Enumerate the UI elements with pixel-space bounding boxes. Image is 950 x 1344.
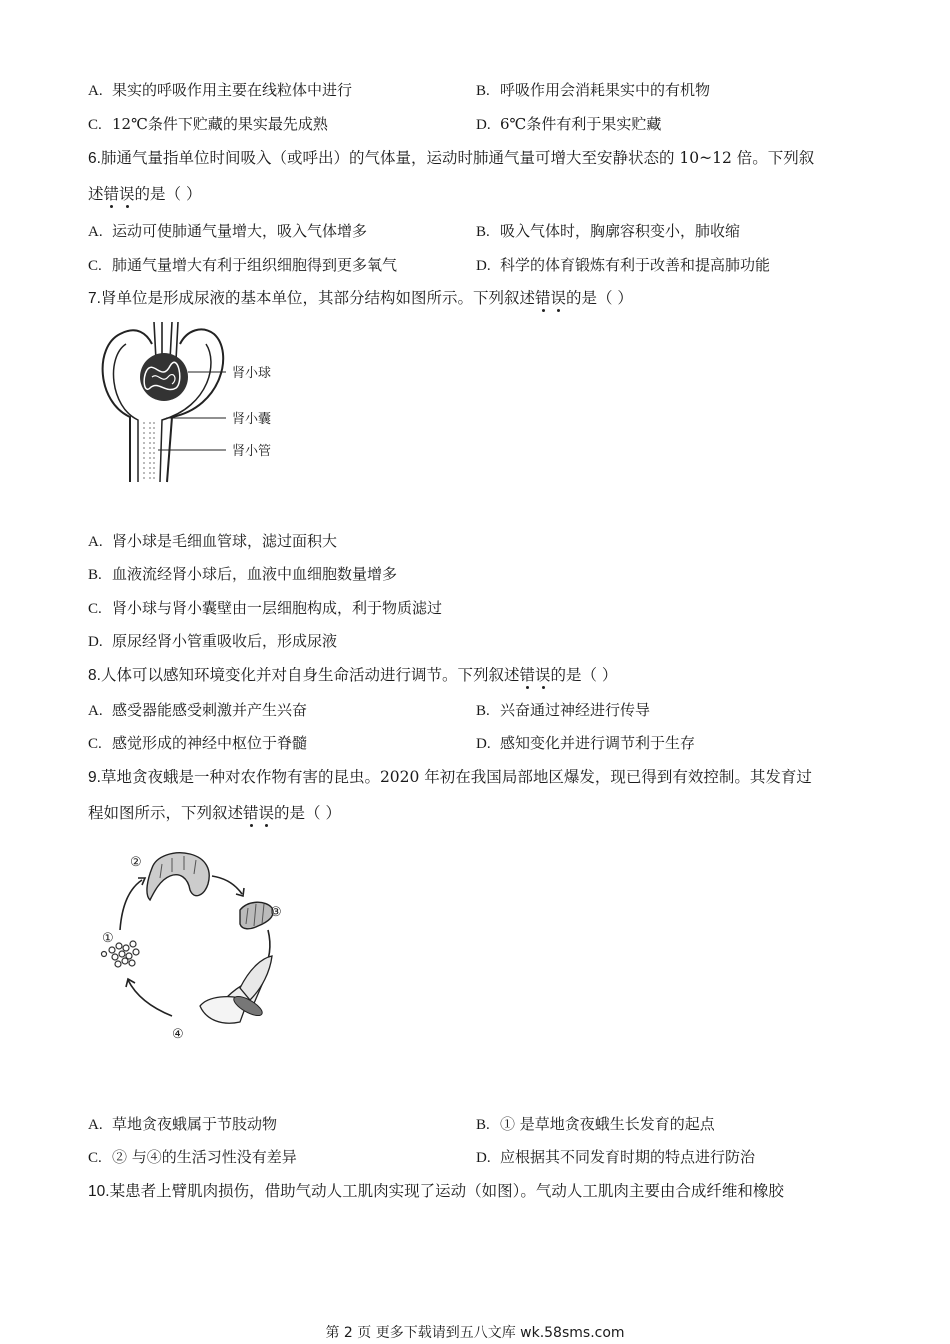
q9-stem-line1: 9.草地贪夜蛾是一种对农作物有害的昆虫。2020 年初在我国局部地区爆发，现已得到有效控制。其发育过 [88,768,812,786]
q6-option-a: A. 运动可使肺通气量增大，吸入气体增多 [88,222,368,240]
label-stage-1: ① [102,931,114,946]
label-tubule: 肾小管 [232,444,272,459]
q7-option-d: D. 原尿经肾小管重吸收后，形成尿液 [88,632,338,650]
q8-stem: 8.人体可以感知环境变化并对自身生命活动进行调节。下列叙述错误的是（ ） [88,666,618,684]
q9-option-a: A. 草地贪夜蛾属于节肢动物 [88,1115,278,1133]
q9-stem-line2: 程如图所示，下列叙述错误的是（ ） [88,804,341,822]
q7-stem: 7.肾单位是形成尿液的基本单位，其部分结构如图所示。下列叙述错误的是（ ） [88,289,633,307]
q9-option-c: C. ② 与④的生活习性没有差异 [88,1148,297,1166]
q6-option-c: C. 肺通气量增大有利于组织细胞得到更多氧气 [88,256,398,274]
q7-option-b: B. 血液流经肾小球后，血液中血细胞数量增多 [88,565,398,583]
q6-option-d: D. 科学的体育锻炼有利于改善和提高肺功能 [476,256,771,274]
label-capsule: 肾小囊 [232,412,272,427]
q6-stem-line2: 述错误的是（ ） [88,185,202,203]
q6-option-b: B. 吸入气体时，胸廓容积变小，肺收缩 [476,222,741,240]
q5-option-d: D. 6℃条件有利于果实贮藏 [476,115,662,133]
q9-option-d: D. 应根据其不同发育时期的特点进行防治 [476,1148,756,1166]
label-stage-4: ④ [172,1027,184,1042]
q5-option-c: C. 12℃条件下贮藏的果实最先成熟 [88,115,328,133]
q8-option-b: B. 兴奋通过神经进行传导 [476,701,651,719]
q7-option-c: C. 肾小球与肾小囊壁由一层细胞构成，利于物质滤过 [88,599,443,617]
label-stage-2: ② [130,855,142,870]
q5-option-a: A. 果实的呼吸作用主要在线粒体中进行 [88,81,353,99]
label-stage-3: ③ [270,905,282,920]
q8-option-d: D. 感知变化并进行调节利于生存 [476,734,696,752]
q8-option-c: C. 感觉形成的神经中枢位于脊髓 [88,734,308,752]
label-glomerulus: 肾小球 [232,366,272,381]
nephron-figure [92,322,302,490]
q5-option-b: B. 呼吸作用会消耗果实中的有机物 [476,81,711,99]
q9-option-b: B. ① 是草地贪夜蛾生长发育的起点 [476,1115,715,1133]
q10-stem-line1: 10.某患者上臂肌肉损伤，借助气动人工肌肉实现了运动（如图）。气动人工肌肉主要由合成纤维和橡胶 [88,1182,784,1200]
q8-option-a: A. 感受器能感受刺激并产生兴奋 [88,701,308,719]
page-footer: 第 2 页 更多下载请到五八文库 wk.58sms.com [325,1325,625,1341]
q6-stem-line1: 6.肺通气量指单位时间吸入（或呼出）的气体量，运动时肺通气量可增大至安静状态的 10~12 倍。下列叙 [88,149,815,167]
life-cycle-figure [90,838,310,1048]
q7-option-a: A. 肾小球是毛细血管球，滤过面积大 [88,532,338,550]
